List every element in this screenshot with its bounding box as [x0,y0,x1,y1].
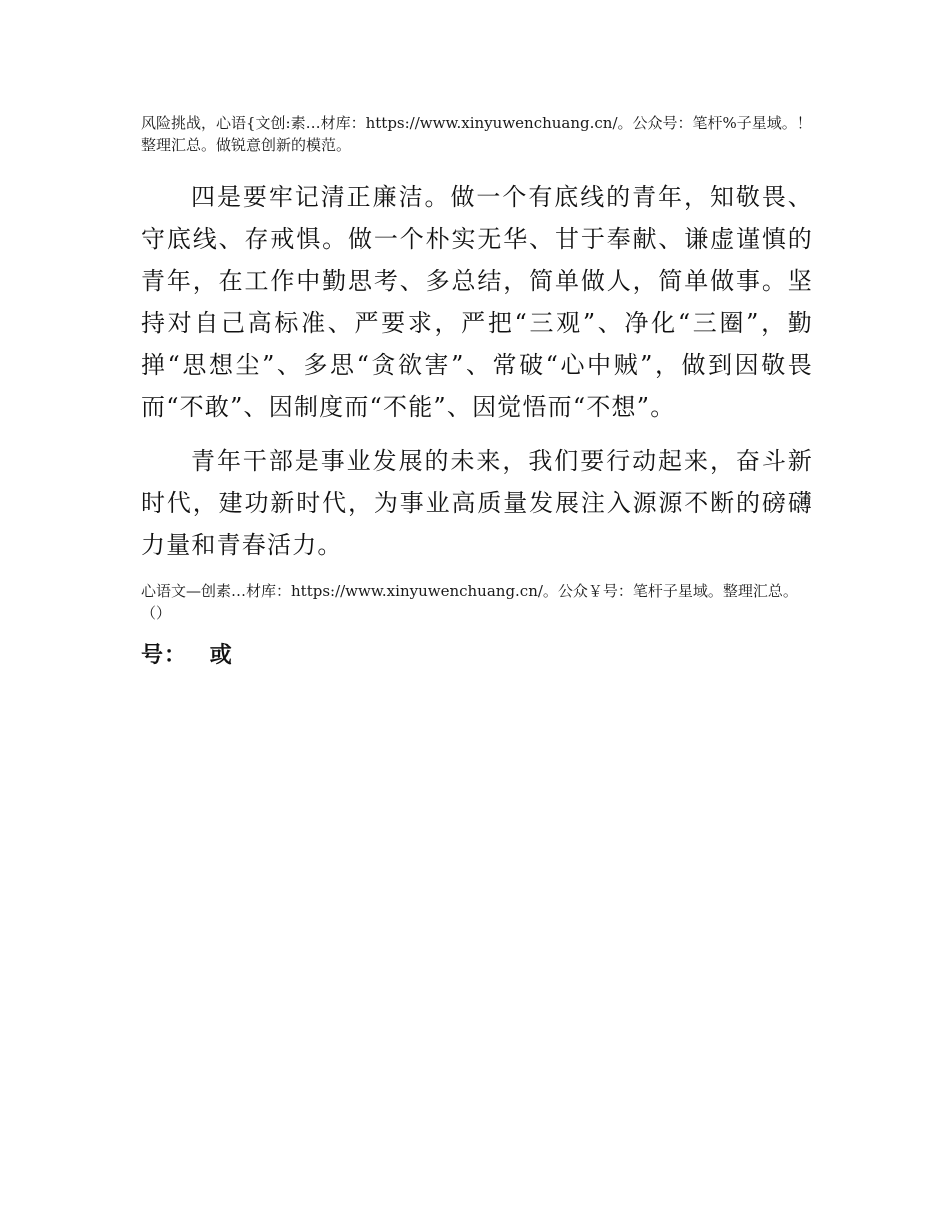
watermark-note-top: 风险挑战，心语{文创:素…材库：https://www.xinyuwenchuang.cn/。公众号：笔杆%子星域。！整理汇总。做锐意创新的模范。 [141,114,812,154]
paragraph-conclusion: 青年干部是事业发展的未来，我们要行动起来，奋斗新时代，建功新时代，为事业高质量发展注入源源不断的磅礴力量和青春活力。 [141,447,813,559]
footer-heading [141,638,247,669]
footer-heading-right: 或 [209,642,233,668]
watermark-note-bottom: 心语文—创素…材库：https://www.xinyuwenchuang.cn/。公众￥号：笔杆子星域。整理汇总。 （） [141,582,798,622]
footer-heading-left: 号： [141,642,188,668]
paragraph-integrity: 四是要牢记清正廉洁。做一个有底线的青年，知敬畏、守底线、存戒惧。做一个朴实无华、甘于奉献、谦虚谨慎的青年，在工作中勤思考、多总结，简单做人，简单做事。坚持对自己高标准、严要求，严把“三观”、净化“三圈”，勤掸“思想尘”、多思“贪欲害”、常破“心中贼”，做到因敬畏而“不敢”、因制度而“不能”、因觉悟而“不想”。 [141,183,813,421]
